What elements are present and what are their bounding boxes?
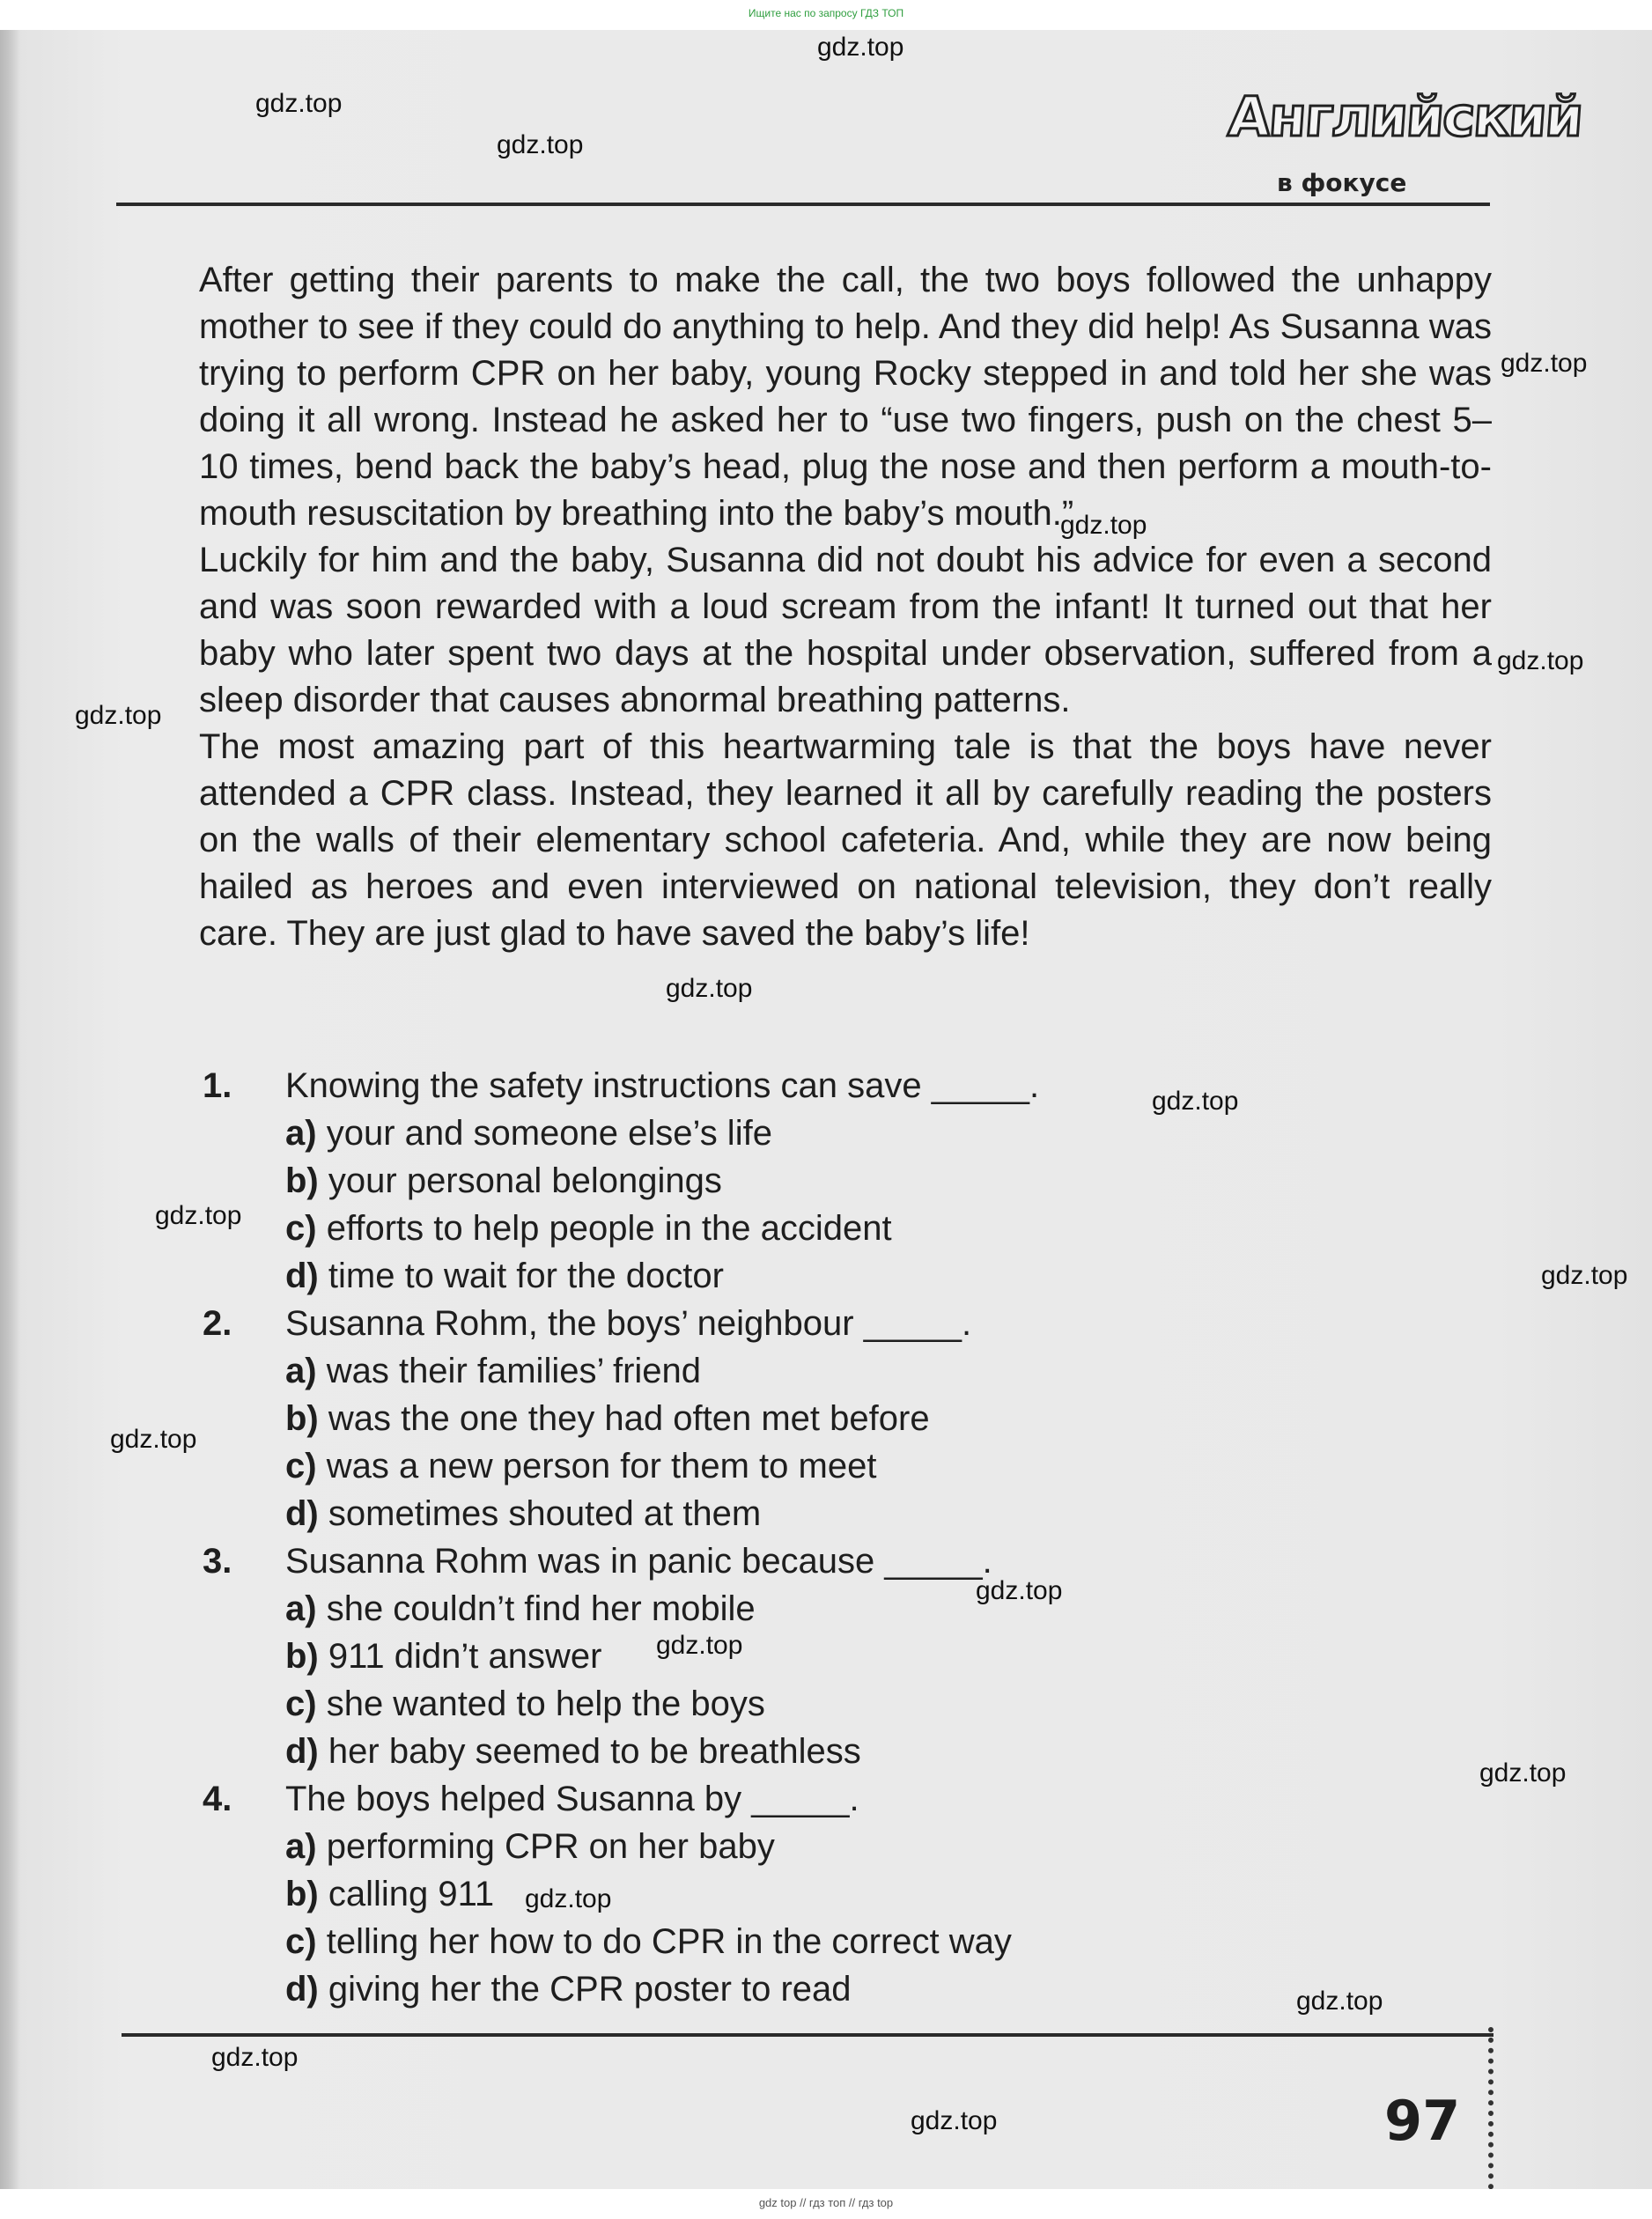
option-text: efforts to help people in the accident <box>326 1209 892 1248</box>
watermark: gdz.top <box>525 1884 612 1913</box>
logo-title: Английский <box>1226 85 1584 149</box>
option-letter: a) <box>285 1352 317 1390</box>
option-letter: a) <box>285 1589 317 1628</box>
option-letter: d) <box>285 1494 319 1533</box>
watermark: gdz.top <box>666 974 753 1003</box>
option-text: 911 didn’t answer <box>328 1637 602 1676</box>
textbook-page <box>0 30 1652 2189</box>
watermark: gdz.top <box>1479 1758 1567 1788</box>
option-letter: c) <box>285 1922 317 1961</box>
footer-rule <box>122 2033 1493 2037</box>
paragraph: After getting their parents to make the call, the two boys followed the unhappy mother to see if they could do anything to help. And they did help! As Susanna was trying to perform CPR on her baby, young Rocky stepped in and told her she was doing it all wrong. Instead he asked her to “use two fingers, push on the chest 5–10 times, bend back the baby’s head, plug the nose and then perform a mouth-to-mouth resuscitation by breathing into the baby’s mouth.” <box>199 261 1492 533</box>
question <box>199 1300 1492 1537</box>
watermark: gdz.top <box>1497 646 1584 675</box>
watermark: gdz.top <box>911 2106 998 2135</box>
question-stem: Susanna Rohm was in panic because _____. <box>285 1542 992 1581</box>
answer-option <box>199 1585 1492 1633</box>
question-stem: Knowing the safety instructions can save _____. <box>285 1066 1040 1105</box>
watermark: gdz.top <box>1060 511 1147 540</box>
answer-option <box>199 1918 1492 1965</box>
page-edge-dots <box>1488 2027 1502 2189</box>
option-letter: b) <box>285 1637 319 1676</box>
option-letter: d) <box>285 1257 319 1295</box>
header-note: Ищите нас по запросу ГДЗ ТОП <box>748 7 904 19</box>
option-text: her baby seemed to be breathless <box>328 1732 861 1771</box>
option-text: she couldn’t find her mobile <box>326 1589 756 1628</box>
option-letter: a) <box>285 1827 317 1866</box>
option-letter: d) <box>285 1732 319 1771</box>
option-text: performing CPR on her baby <box>326 1827 775 1866</box>
option-text: was their families’ friend <box>326 1352 702 1390</box>
watermark: gdz.top <box>656 1631 743 1660</box>
footer-note: gdz top // гдз топ // гдз top <box>758 2196 894 2209</box>
option-text: was a new person for them to meet <box>326 1447 877 1485</box>
option-letter: b) <box>285 1875 319 1913</box>
answer-option <box>199 1110 1492 1157</box>
question-stem: The boys helped Susanna by _____. <box>285 1780 859 1818</box>
watermark: gdz.top <box>497 130 584 159</box>
watermark: gdz.top <box>75 701 162 730</box>
question-stem: Susanna Rohm, the boys’ neighbour _____. <box>285 1304 972 1343</box>
answer-option <box>199 1157 1492 1205</box>
question-number: 1. <box>203 1066 232 1105</box>
option-text: calling 911 <box>328 1875 495 1913</box>
watermark: gdz.top <box>1501 349 1588 378</box>
watermark: gdz.top <box>1541 1261 1628 1290</box>
option-letter: d) <box>285 1970 319 2009</box>
option-letter: b) <box>285 1399 319 1438</box>
answer-option <box>199 1490 1492 1537</box>
watermark: gdz.top <box>211 2043 299 2072</box>
question-list <box>199 1062 1492 2013</box>
answer-option <box>199 1347 1492 1395</box>
watermark: gdz.top <box>155 1201 242 1230</box>
option-text: time to wait for the doctor <box>328 1257 724 1295</box>
answer-option <box>199 1395 1492 1442</box>
logo-subtitle: в фокусе <box>1277 168 1407 197</box>
option-text: giving her the CPR poster to read <box>328 1970 852 2009</box>
option-text: sometimes shouted at them <box>328 1494 762 1533</box>
question-number: 4. <box>203 1780 232 1818</box>
option-text: telling her how to do CPR in the correct way <box>326 1922 1012 1961</box>
answer-option <box>199 1252 1492 1300</box>
question-number: 2. <box>203 1304 232 1343</box>
question <box>199 1775 1492 2013</box>
book-logo <box>1226 85 1584 197</box>
answer-option <box>199 1680 1492 1728</box>
answer-option <box>199 1823 1492 1870</box>
watermark: gdz.top <box>817 33 904 62</box>
paragraph: The most amazing part of this heartwarming tale is that the boys have never attended a CPR class. Instead, they learned it all by carefully reading the posters on the walls of their elementary school cafeteria. And, while they are now being hailed as heroes and even interviewed on national television, they don’t really care. They are just glad to have saved the baby’s life! <box>199 727 1492 953</box>
watermark: gdz.top <box>255 89 343 118</box>
question <box>199 1537 1492 1775</box>
answer-option <box>199 1728 1492 1775</box>
watermark: gdz.top <box>1296 1987 1383 2016</box>
option-letter: c) <box>285 1685 317 1723</box>
option-letter: a) <box>285 1114 317 1153</box>
answer-option <box>199 1633 1492 1680</box>
watermark: gdz.top <box>976 1576 1063 1605</box>
option-text: was the one they had often met before <box>328 1399 930 1438</box>
answer-option <box>199 1870 1492 1918</box>
option-letter: c) <box>285 1447 317 1485</box>
option-text: your personal belongings <box>328 1161 722 1200</box>
answer-option <box>199 1205 1492 1252</box>
page-binding-shadow <box>0 30 19 2189</box>
page-number: 97 <box>1384 2089 1461 2153</box>
watermark: gdz.top <box>1152 1087 1239 1116</box>
answer-option <box>199 1442 1492 1490</box>
option-text: she wanted to help the boys <box>326 1685 765 1723</box>
header-rule <box>116 203 1490 206</box>
option-letter: b) <box>285 1161 319 1200</box>
paragraph: Luckily for him and the baby, Susanna did not doubt his advice for even a second and was soon rewarded with a loud scream from the infant! It turned out that her baby who later spent two days at the hospital under observation, suffered from a sleep disorder that causes abnormal breathing patterns. <box>199 541 1492 719</box>
option-letter: c) <box>285 1209 317 1248</box>
question-number: 3. <box>203 1542 232 1581</box>
question <box>199 1062 1492 1300</box>
reading-text <box>199 257 1492 957</box>
option-text: your and someone else’s life <box>326 1114 772 1153</box>
watermark: gdz.top <box>110 1425 197 1454</box>
